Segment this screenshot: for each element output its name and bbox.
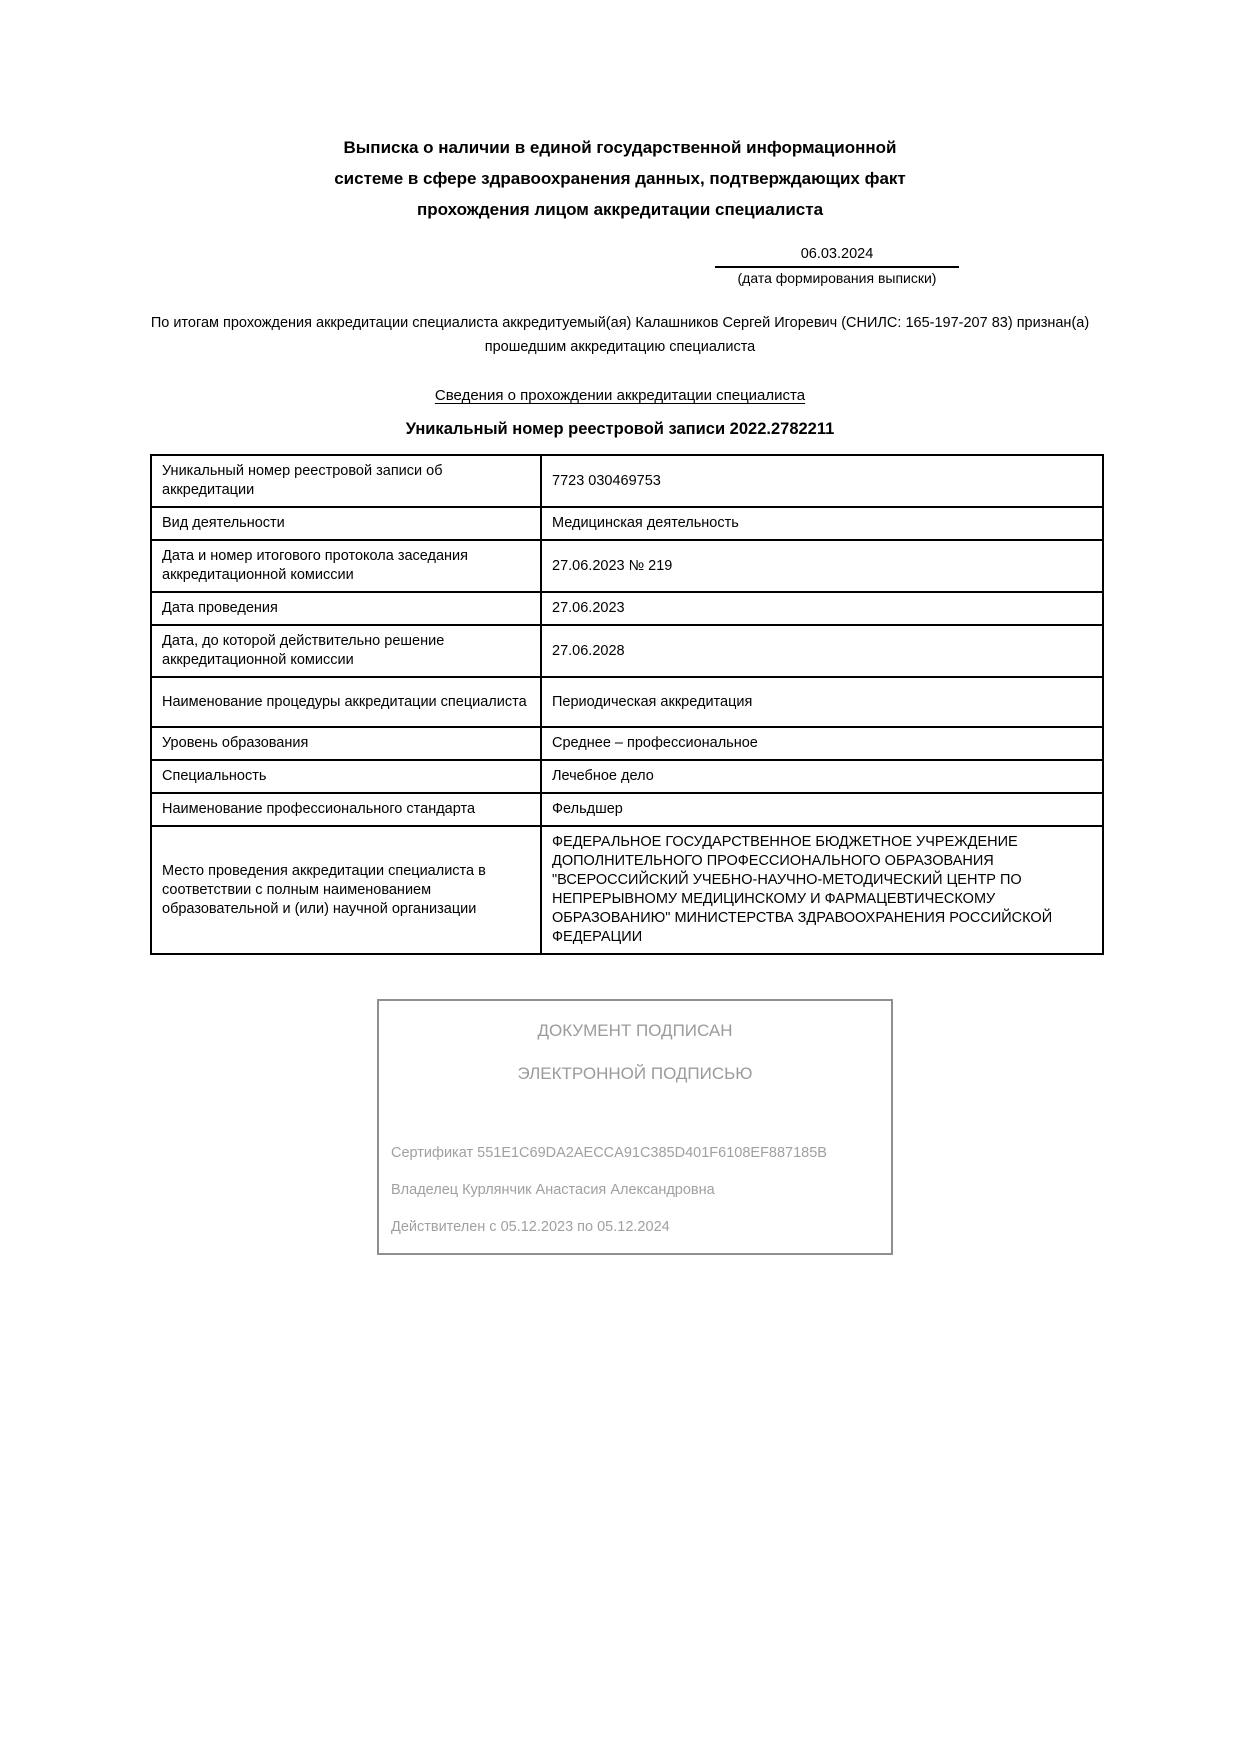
table-row-value: ФЕДЕРАЛЬНОЕ ГОСУДАРСТВЕННОЕ БЮДЖЕТНОЕ УЧРЕЖДЕНИЕ ДОПОЛНИТЕЛЬНОГО ПРОФЕССИОНАЛЬНОГО ОБРАЗОВАНИЯ "ВСЕРОССИЙСКИЙ УЧЕБНО-НАУЧНО-МЕТОДИЧЕСКИЙ ЦЕНТР ПО НЕПРЕРЫВНОМУ МЕДИЦИНСКОМУ И ФАРМАЦЕВТИЧЕСКОМУ ОБРАЗОВАНИЮ" МИНИСТЕРСТВА ЗДРАВООХРАНЕНИЯ РОССИЙСКОЙ ФЕДЕРАЦИИ bbox=[541, 826, 1103, 954]
registry-record-heading: Уникальный номер реестровой записи 2022.2782211 bbox=[405, 420, 835, 438]
signature-heading-line: ДОКУМЕНТ ПОДПИСАН bbox=[537, 1021, 733, 1040]
table-row-label: Наименование профессионального стандарта bbox=[151, 793, 541, 826]
table-row-label: Наименование процедуры аккредитации специалиста bbox=[151, 677, 541, 727]
table-row-value: 27.06.2028 bbox=[541, 625, 1103, 677]
section-heading: Сведения о прохождении аккредитации специалиста bbox=[434, 387, 806, 404]
table-row bbox=[151, 507, 1103, 540]
table-row-value: Среднее – профессиональное bbox=[541, 727, 1103, 760]
table-row bbox=[151, 727, 1103, 760]
signature-heading-line: ЭЛЕКТРОННОЙ ПОДПИСЬЮ bbox=[517, 1064, 753, 1083]
table-row-label: Уникальный номер реестровой записи об аккредитации bbox=[151, 455, 541, 507]
signature-certificate: Сертификат 551E1C69DA2AECCA91C385D401F6108EF887185B bbox=[391, 1145, 827, 1161]
signature-validity: Действителен с 05.12.2023 по 05.12.2024 bbox=[391, 1219, 670, 1235]
table-row bbox=[151, 592, 1103, 625]
document-title-line: системе в сфере здравоохранения данных, подтверждающих факт bbox=[334, 169, 906, 188]
table-row-label: Дата, до которой действительно решение аккредитационной комиссии bbox=[151, 625, 541, 677]
table-row-label: Дата и номер итогового протокола заседания аккредитационной комиссии bbox=[151, 540, 541, 592]
table-row-label: Уровень образования bbox=[151, 727, 541, 760]
table-row-value: Медицинская деятельность bbox=[541, 507, 1103, 540]
document-title bbox=[150, 132, 1090, 225]
table-row bbox=[151, 677, 1103, 727]
table-row-label: Специальность bbox=[151, 760, 541, 793]
table-row-value: 27.06.2023 № 219 bbox=[541, 540, 1103, 592]
table-row-value: Периодическая аккредитация bbox=[541, 677, 1103, 727]
table-row-value: Фельдшер bbox=[541, 793, 1103, 826]
issue-date: 06.03.2024 bbox=[715, 245, 959, 268]
table-row bbox=[151, 540, 1103, 592]
issue-date-caption: (дата формирования выписки) bbox=[737, 270, 937, 286]
document-title-line: Выписка о наличии в единой государственной информационной bbox=[343, 138, 897, 157]
document-title-line: прохождения лицом аккредитации специалиста bbox=[416, 200, 824, 219]
intro-paragraph: По итогам прохождения аккредитации специалиста аккредитуемый(ая) Калашников Сергей Игоревич (СНИЛС: 165-197-207 83) признан(а) прошедшим аккредитацию специалиста bbox=[150, 315, 1090, 355]
table-row bbox=[151, 826, 1103, 954]
table-row bbox=[151, 793, 1103, 826]
accreditation-table bbox=[150, 454, 1104, 955]
table-row-label: Место проведения аккредитации специалиста в соответствии с полным наименованием образовательной и (или) научной организации bbox=[151, 826, 541, 954]
table-row bbox=[151, 455, 1103, 507]
table-row-label: Вид деятельности bbox=[151, 507, 541, 540]
document-content bbox=[150, 0, 1090, 1255]
table-row-value: 27.06.2023 bbox=[541, 592, 1103, 625]
table-row bbox=[151, 760, 1103, 793]
table-row-label: Дата проведения bbox=[151, 592, 541, 625]
electronic-signature-stamp bbox=[377, 999, 893, 1255]
table-row-value: Лечебное дело bbox=[541, 760, 1103, 793]
table-row-value: 7723 030469753 bbox=[541, 455, 1103, 507]
table-row bbox=[151, 625, 1103, 677]
signature-owner: Владелец Курлянчик Анастасия Александровна bbox=[391, 1182, 715, 1198]
issue-date-block bbox=[715, 245, 959, 288]
